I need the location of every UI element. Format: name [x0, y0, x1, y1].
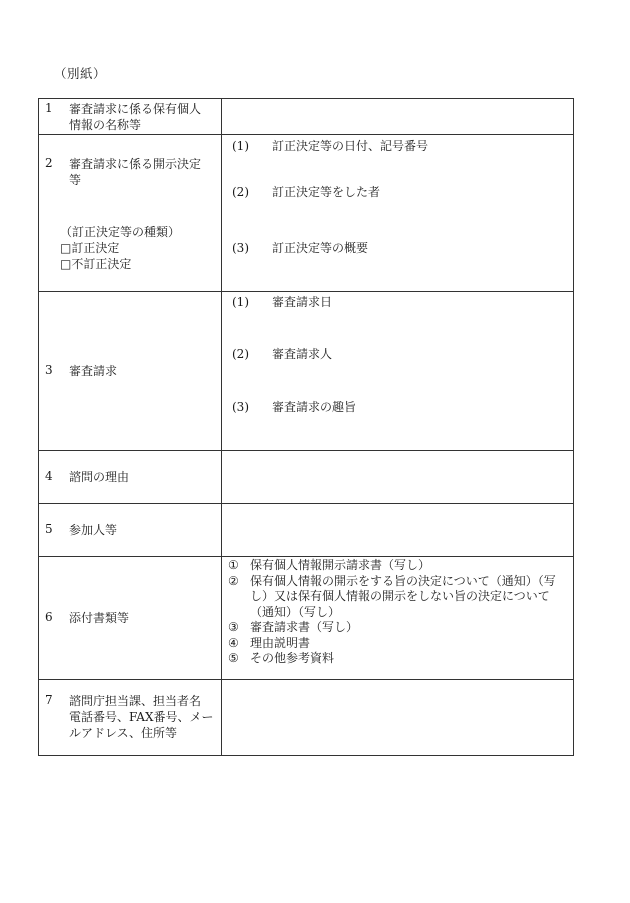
row-number: 2 [45, 156, 53, 170]
row-label: 添付書類等 [69, 611, 130, 625]
row-number: 6 [45, 610, 53, 624]
value-cell [222, 504, 574, 557]
list-item: ① 保有個人情報開示請求書（写し） [228, 558, 431, 572]
table-row [39, 451, 574, 504]
row-number: 3 [45, 363, 53, 377]
list-item: (2) 訂正決定等をした者 [232, 185, 381, 199]
list-item: (1) 審査請求日 [232, 295, 333, 309]
row-label: 諮問庁担当課、担当者名 電話番号、FAX番号、メー ルアドレス、住所等 [69, 694, 214, 740]
table-row [39, 99, 574, 135]
list-item: ② 保有個人情報の開示をする旨の決定について（通知）（写し）又は保有個人情報の開示をしない旨の決定について（通知）（写し） [228, 573, 556, 619]
row-label: 参加人等 [69, 523, 118, 537]
decision-kind-group [60, 224, 180, 272]
list-item: ⑤ その他参考資料 [228, 651, 335, 665]
decision-kind-heading: （訂正決定等の種類） [60, 225, 181, 239]
value-cell [222, 99, 574, 135]
form-table [38, 98, 574, 756]
attachment-label: （別紙） [54, 66, 107, 81]
row-number: 5 [45, 522, 53, 536]
table-row [39, 557, 574, 680]
row-label: 審査請求 [69, 364, 118, 378]
list-item: ④ 理由説明書 [228, 635, 311, 650]
table-row [39, 135, 574, 292]
table-row [39, 292, 574, 451]
list-item: (2) 審査請求人 [232, 347, 333, 361]
row-label: 審査請求に係る保有個人 情報の名称等 [69, 102, 202, 132]
checkbox-correction[interactable]: □訂正決定 [60, 241, 120, 255]
value-cell [222, 451, 574, 504]
table-row [39, 504, 574, 557]
row-number: 7 [45, 693, 53, 707]
checkbox-non-correction[interactable]: □不訂正決定 [60, 257, 132, 271]
table-row [39, 680, 574, 756]
attachments-list [222, 557, 573, 667]
list-item: ③ 審査請求書（写し） [228, 620, 359, 634]
row-number: 1 [45, 101, 53, 115]
row-label: 審査請求に係る開示決定 等 [69, 157, 202, 187]
row-label: 諮問の理由 [69, 470, 130, 484]
row-number: 4 [45, 469, 53, 483]
value-cell [222, 680, 574, 756]
list-item: (1) 訂正決定等の日付、記号番号 [232, 139, 429, 153]
list-item: (3) 訂正決定等の概要 [232, 241, 369, 255]
list-item: (3) 審査請求の趣旨 [232, 400, 357, 414]
